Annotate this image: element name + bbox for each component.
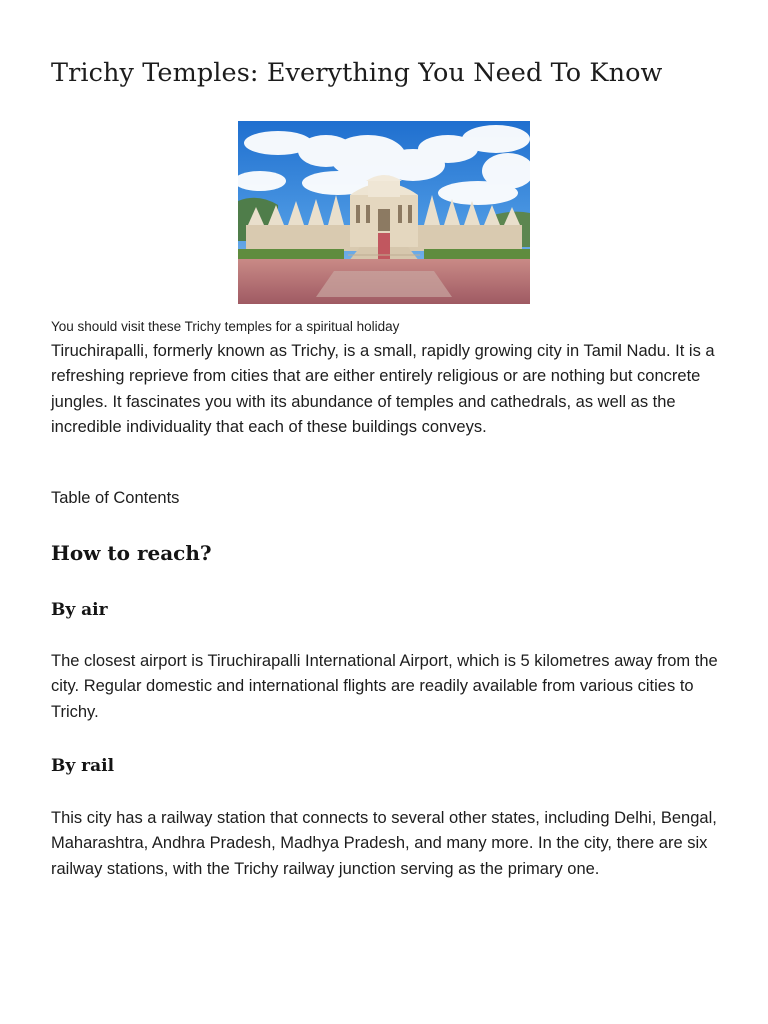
intro-paragraph: Tiruchirapalli, formerly known as Trichy, is a small, rapidly growing city in Tamil Nadu. It is a refreshing reprieve from cities that are either entirely religious or are nothing but concrete jungles. It fascinates you with its abundance of temples and cathedrals, as well as the incredible individuality that each of these buildings conveys.: [51, 342, 715, 437]
subheading-by-air: By air: [51, 600, 108, 620]
page-title: Trichy Temples: Everything You Need To Know: [51, 58, 663, 88]
subheading-by-rail: By rail: [51, 756, 115, 776]
by-air-paragraph: The closest airport is Tiruchirapalli International Airport, which is 5 kilometres away from the city. Regular domestic and international flights are readily available from various cities to Trichy.: [51, 652, 718, 721]
image-caption: You should visit these Trichy temples for a spiritual holiday: [51, 319, 400, 334]
table-of-contents-toggle[interactable]: Table of Contents: [51, 489, 180, 507]
temple-photo: [238, 121, 530, 304]
by-rail-paragraph: This city has a railway station that connects to several other states, including Delhi, Bengal, Maharashtra, Andhra Pradesh, Madhya Pradesh, and many more. In the city, there are six railway stations, with the Trichy railway junction serving as the primary one.: [51, 809, 717, 878]
section-heading-how-to-reach: How to reach?: [51, 541, 212, 565]
